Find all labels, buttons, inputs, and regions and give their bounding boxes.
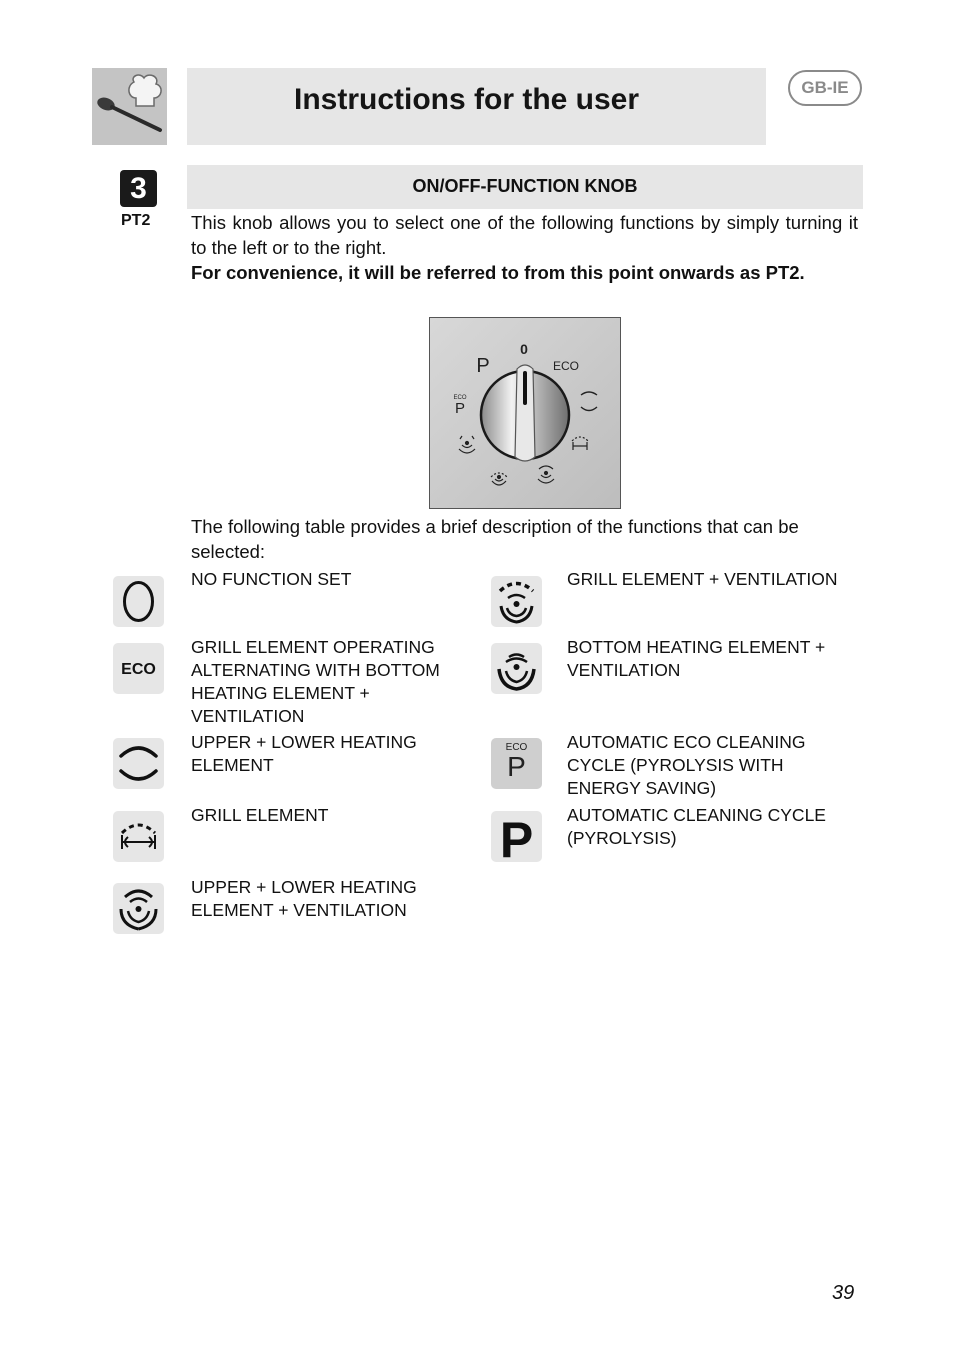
- upper-lower-heating-icon: [113, 738, 164, 789]
- function-label-pyrolysis: AUTOMATIC CLEANING CYCLE (PYROLYSIS): [567, 805, 826, 848]
- function-label-no-function: NO FUNCTION SET: [191, 569, 352, 589]
- function-label-upper-lower-fan: UPPER + LOWER HEATING ELEMENT + VENTILATION: [191, 877, 417, 920]
- note-paragraph: For convenience, it will be referred to from this point onwards as PT2.: [191, 262, 805, 283]
- svg-text:ECO: ECO: [121, 661, 156, 678]
- svg-text:P: P: [507, 751, 526, 782]
- section-number-badge: 3: [120, 170, 157, 207]
- function-label-eco-pyrolysis: AUTOMATIC ECO CLEANING CYCLE (PYROLYSIS WITH ENERGY SAVING): [567, 732, 806, 798]
- section-title-bar: [187, 165, 863, 209]
- function-label-grill-fan: GRILL ELEMENT + VENTILATION: [567, 569, 838, 589]
- section-title: ON/OFF-FUNCTION KNOB: [412, 176, 638, 196]
- svg-text:P: P: [499, 812, 534, 862]
- knob-label-eco-small: ECO: [453, 395, 467, 401]
- function-icon-upper-lower-fan: [113, 883, 164, 934]
- function-label-eco: GRILL ELEMENT OPERATING ALTERNATING WITH BOTTOM HEATING ELEMENT + VENTILATION: [191, 637, 440, 726]
- function-icon-pyrolysis: [491, 811, 542, 862]
- chef-hat-spoon-icon: [92, 68, 167, 145]
- function-icon-eco: [113, 643, 164, 694]
- pyrolysis-icon: [491, 811, 542, 862]
- knob-panel-icon: [429, 317, 621, 509]
- function-label-bottom-fan: BOTTOM HEATING ELEMENT + VENTILATION: [567, 637, 826, 680]
- page-number: 39: [832, 1282, 855, 1304]
- bottom-fan-icon: [491, 643, 542, 694]
- function-icon-grill: [113, 811, 164, 862]
- zero-icon: [113, 576, 164, 627]
- knob-label-zero: 0: [520, 341, 528, 357]
- knob-label-eco: ECO: [552, 359, 580, 373]
- language-badge: GB-IE: [788, 70, 862, 106]
- section-code: PT2: [121, 212, 151, 229]
- grill-element-icon: [113, 811, 164, 862]
- knob-label-p: P: [476, 355, 490, 377]
- knob-label-eco-p: P: [454, 400, 466, 417]
- table-intro-paragraph: The following table provides a brief description of the functions that can be selected:: [191, 516, 799, 562]
- header-title-bar: [187, 68, 766, 145]
- page-title: Instructions for the user: [294, 83, 640, 116]
- function-icon-eco-pyrolysis: [491, 738, 542, 789]
- function-label-grill: GRILL ELEMENT: [191, 805, 329, 825]
- function-icon-grill-fan: [491, 576, 542, 627]
- svg-text:ECO: ECO: [505, 742, 528, 753]
- function-label-upper-lower: UPPER + LOWER HEATING ELEMENT: [191, 732, 417, 775]
- function-icon-zero: [113, 576, 164, 627]
- chef-logo: [92, 68, 167, 145]
- eco-icon: [113, 643, 164, 694]
- intro-paragraph: This knob allows you to select one of the following functions by simply turning it to the left or to the right.: [191, 212, 858, 258]
- upper-lower-fan-icon: [113, 883, 164, 934]
- grill-fan-icon: [491, 576, 542, 627]
- function-icon-bottom-fan: [491, 643, 542, 694]
- knob-illustration: [429, 317, 621, 509]
- eco-pyrolysis-icon: [491, 738, 542, 789]
- function-icon-upper-lower: [113, 738, 164, 789]
